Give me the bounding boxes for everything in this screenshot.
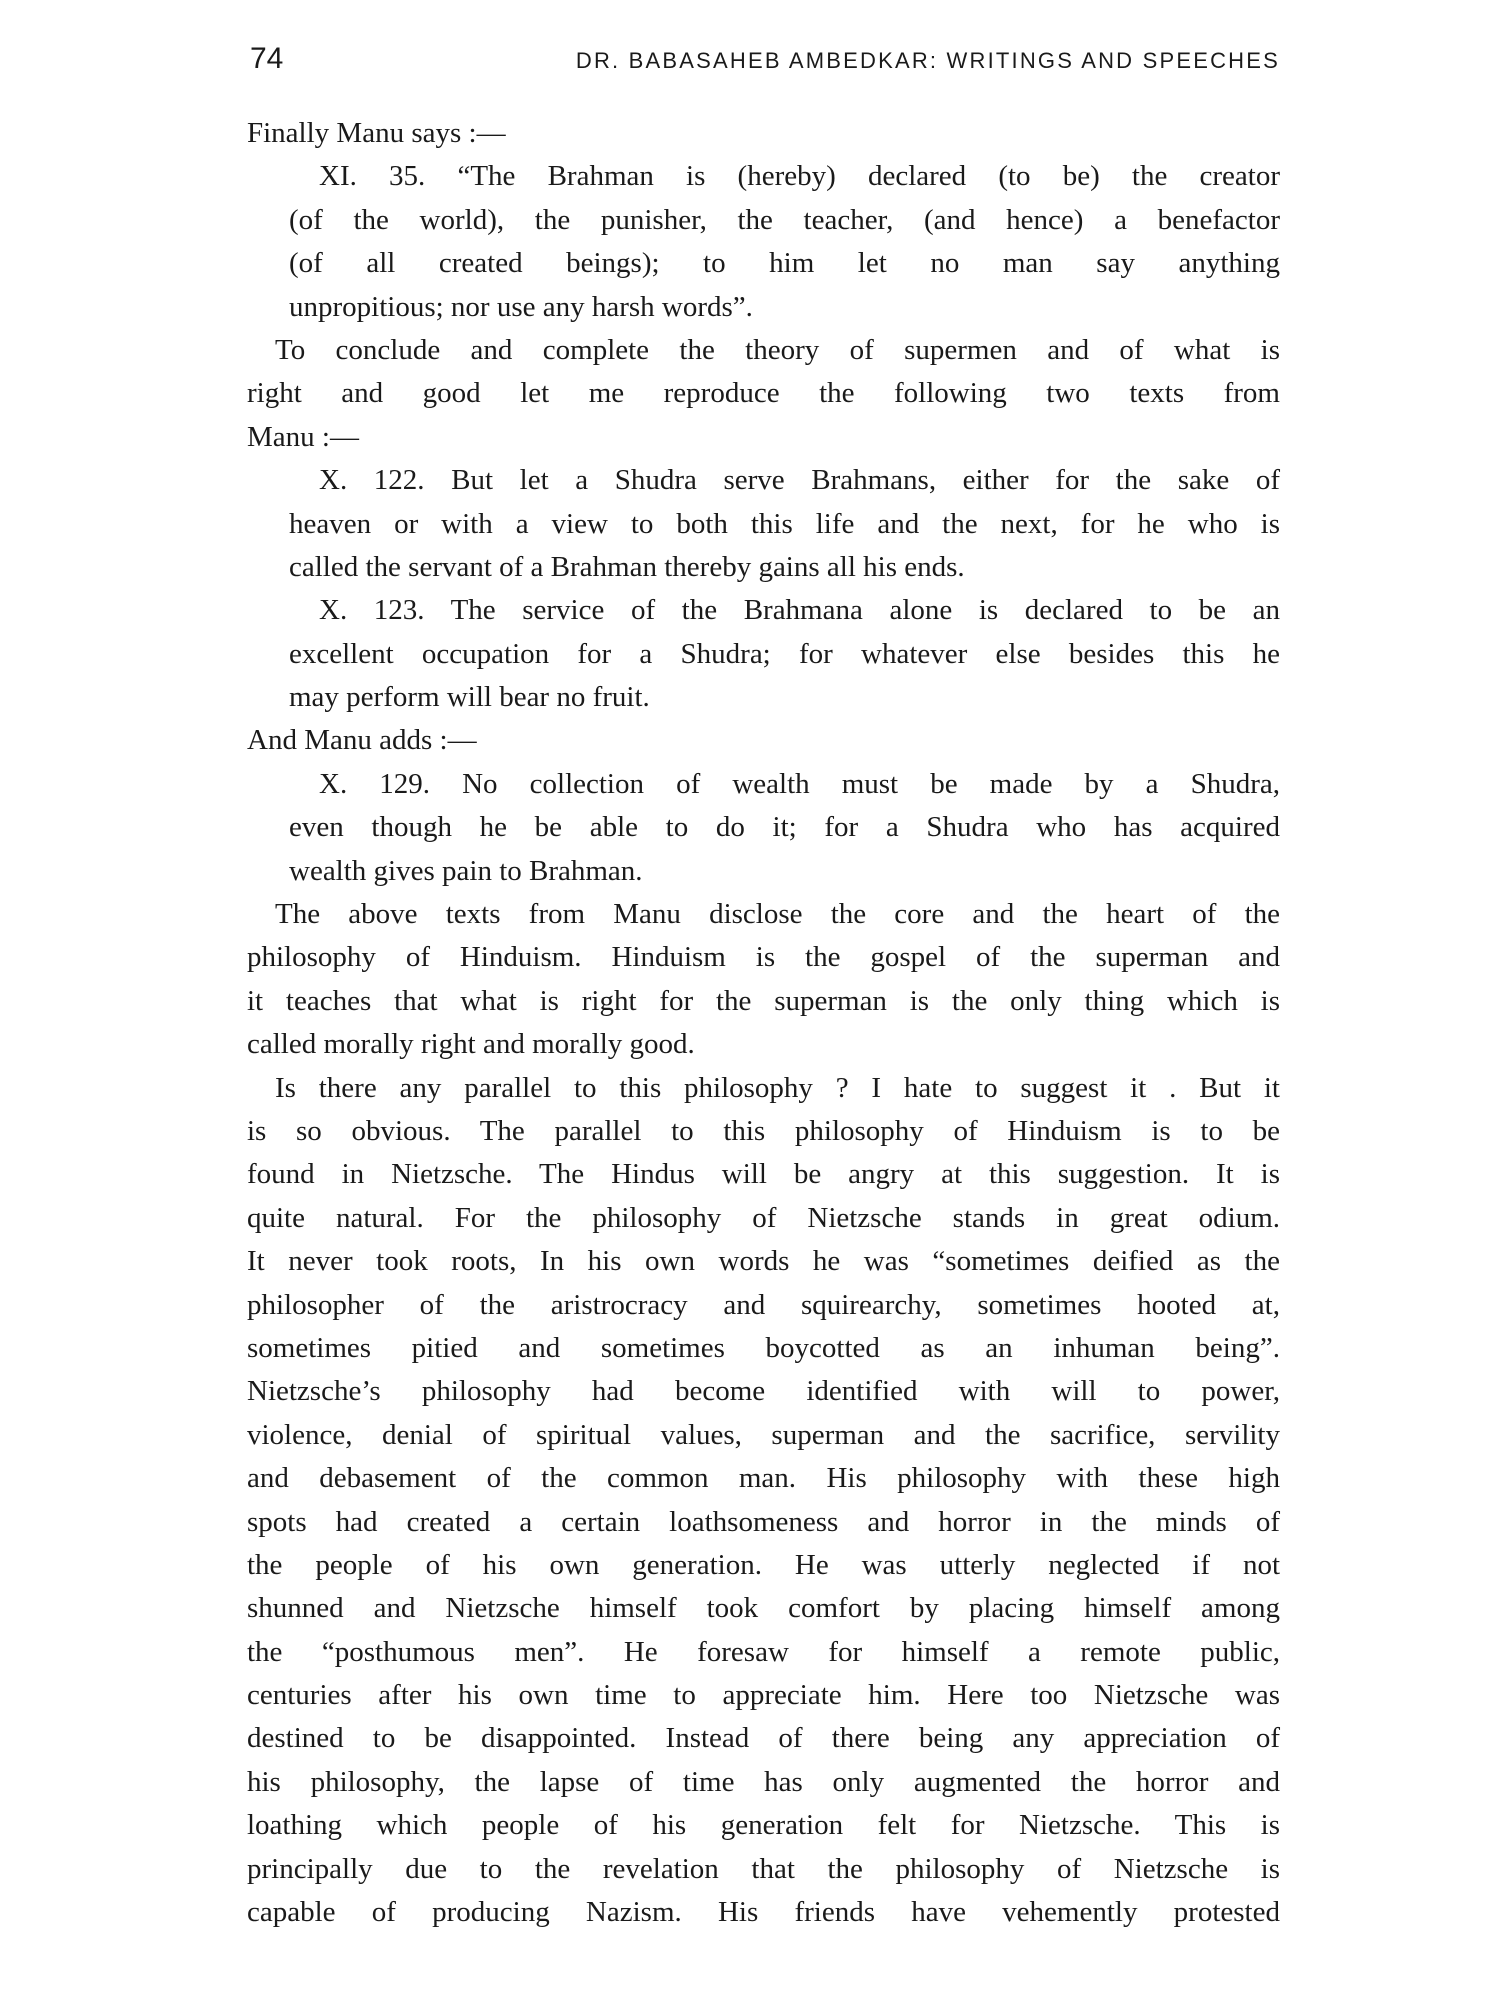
text-line: (of the world), the punisher, the teacher, (and hence) a benefactor — [289, 203, 1280, 236]
text-line: unpropitious; nor use any harsh words”. — [289, 290, 753, 323]
text-line: Manu :— — [247, 420, 359, 453]
page-header — [250, 42, 1280, 82]
text-line: found in Nietzsche. The Hindus will be angry at this suggestion. It is — [247, 1158, 1280, 1191]
text-line: capable of producing Nazism. His friends have vehemently protested — [247, 1896, 1280, 1929]
text-line: wealth gives pain to Brahman. — [289, 854, 643, 887]
running-head: DR. BABASAHEB AMBEDKAR: WRITINGS AND SPEECHES — [575, 48, 1280, 73]
text-line: It never took roots, In his own words he was “sometimes deified as the — [247, 1245, 1280, 1278]
page-number: 74 — [250, 42, 284, 75]
text-line: loathing which people of his generation felt for Nietzsche. This is — [247, 1809, 1280, 1842]
text-line: XI. 35. “The Brahman is (hereby) declared (to be) the creator — [319, 160, 1280, 193]
text-line: may perform will bear no fruit. — [289, 681, 650, 714]
text-line: philosophy of Hinduism. Hinduism is the gospel of the superman and — [247, 941, 1280, 974]
text-line: the “posthumous men”. He foresaw for himself a remote public, — [247, 1635, 1280, 1668]
text-line: Is there any parallel to this philosophy ? I hate to suggest it . But it — [275, 1071, 1280, 1104]
text-line: spots had created a certain loathsomeness and horror in the minds of — [247, 1505, 1280, 1538]
text-line: even though he be able to do it; for a Shudra who has acquired — [289, 811, 1280, 844]
text-line: quite natural. For the philosophy of Nietzsche stands in great odium. — [247, 1201, 1280, 1234]
text-line: X. 129. No collection of wealth must be made by a Shudra, — [319, 767, 1280, 800]
text-line: centuries after his own time to appreciate him. Here too Nietzsche was — [247, 1679, 1280, 1712]
text-line: destined to be disappointed. Instead of there being any appreciation of — [247, 1722, 1280, 1755]
text-line: X. 122. But let a Shudra serve Brahmans, either for the sake of — [319, 464, 1280, 497]
text-line: (of all created beings); to him let no man say anything — [289, 247, 1280, 280]
text-line: heaven or with a view to both this life and the next, for he who is — [289, 507, 1280, 540]
text-line: it teaches that what is right for the superman is the only thing which is — [247, 984, 1280, 1017]
text-line: called morally right and morally good. — [247, 1028, 695, 1061]
text-line: And Manu adds :— — [247, 724, 477, 757]
text-line: Nietzsche’s philosophy had become identified with will to power, — [247, 1375, 1280, 1408]
text-line: his philosophy, the lapse of time has only augmented the horror and — [247, 1765, 1280, 1798]
text-line: The above texts from Manu disclose the core and the heart of the — [275, 898, 1280, 931]
text-line: principally due to the revelation that the philosophy of Nietzsche is — [247, 1852, 1280, 1885]
text-line: shunned and Nietzsche himself took comfort by placing himself among — [247, 1592, 1280, 1625]
text-line: philosopher of the aristrocracy and squirearchy, sometimes hooted at, — [247, 1288, 1280, 1321]
text-line: right and good let me reproduce the following two texts from — [247, 377, 1280, 410]
text-line: excellent occupation for a Shudra; for whatever else besides this he — [289, 637, 1280, 670]
text-line: called the servant of a Brahman thereby gains all his ends. — [289, 550, 965, 583]
text-line: X. 123. The service of the Brahmana alone is declared to be an — [319, 594, 1280, 627]
text-line: sometimes pitied and sometimes boycotted as an inhuman being”. — [247, 1331, 1280, 1364]
text-line: To conclude and complete the theory of supermen and of what is — [275, 333, 1280, 366]
text-line: violence, denial of spiritual values, superman and the sacrifice, servility — [247, 1418, 1280, 1451]
page-body — [247, 112, 1280, 1934]
text-line: is so obvious. The parallel to this philosophy of Hinduism is to be — [247, 1114, 1280, 1147]
text-line: the people of his own generation. He was utterly neglected if not — [247, 1548, 1280, 1581]
text-line: and debasement of the common man. His philosophy with these high — [247, 1462, 1280, 1495]
text-line: Finally Manu says :— — [247, 117, 506, 149]
